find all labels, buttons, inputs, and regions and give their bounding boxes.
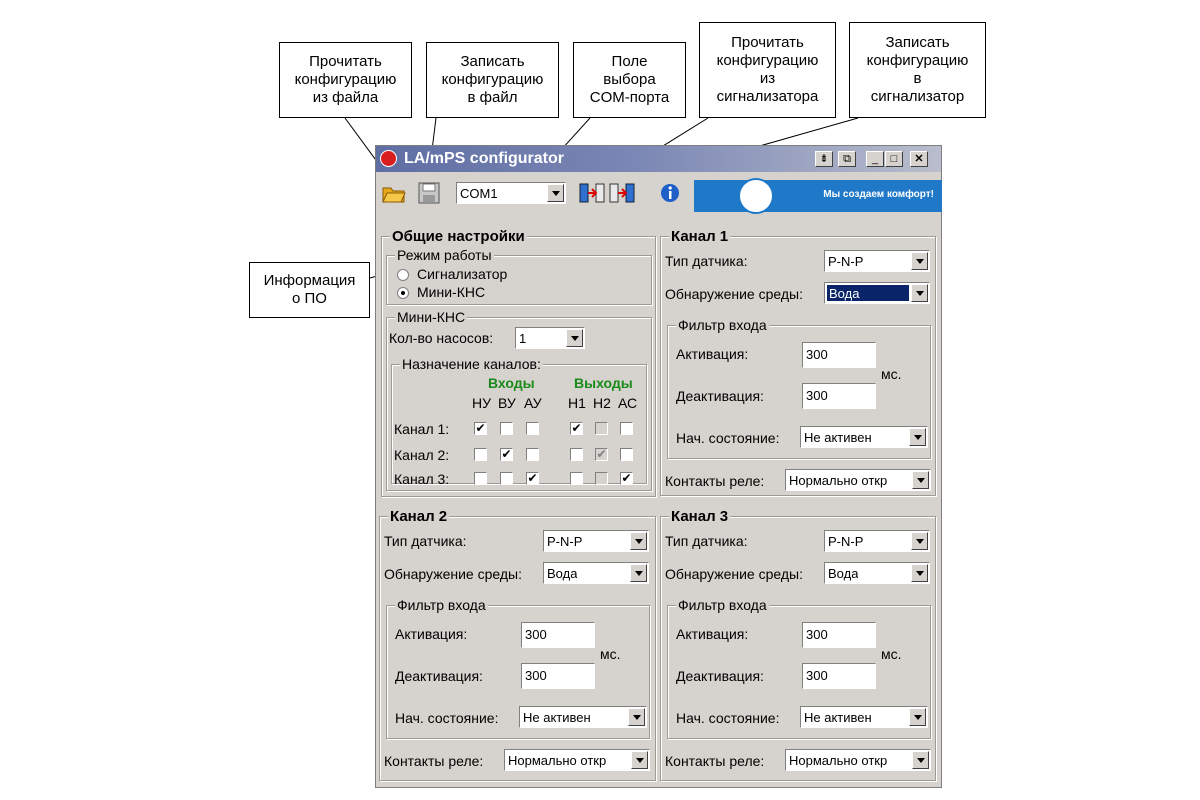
channel-2-sensor-value: P-N-P [547,534,583,549]
checkbox-ch1-au[interactable] [526,422,539,435]
channel-2-group [379,508,656,781]
checkbox-ch3-au[interactable]: ✔ [527,471,538,485]
channel-1-state-value: Не активен [804,430,872,445]
channel-3-activation-label: Активация: [676,626,749,642]
checkbox-ch2-vu[interactable]: ✔ [501,447,512,461]
channel-1-medium-select[interactable] [824,282,930,304]
col-vu: ВУ [498,395,516,411]
checkbox-ch2-nu[interactable] [474,448,487,461]
chevron-down-icon[interactable] [630,532,647,550]
callout-write-file-text: Записать конфигурацию в файл [441,53,544,106]
channel-1-medium-label: Обнаружение среды: [665,286,803,302]
channel-1-relay-select[interactable] [785,469,931,491]
checkbox-ch1-as[interactable] [620,422,633,435]
channel-3-deactivation-label: Деактивация: [676,668,764,684]
inputs-title: Входы [488,375,535,391]
checkbox-ch2-as[interactable] [620,448,633,461]
checkbox-ch2-n1[interactable] [570,448,583,461]
channel-3-deactivation-input[interactable] [802,663,876,689]
channel-1-group [660,228,936,496]
callout-read-device-text: Прочитать конфигурацию из сигнализатора [716,34,819,105]
window-title: LA/mPS configurator [404,150,565,167]
channel-1-relay-label: Контакты реле: [665,473,765,489]
channel-1-filter-title: Фильтр входа [678,317,767,333]
channel-3-unit: мс. [881,646,902,662]
checkbox-ch1-n2[interactable] [595,422,608,435]
checkbox-ch3-vu[interactable] [500,472,513,485]
title-bar [376,146,941,172]
outputs-title: Выходы [574,375,633,391]
channel-3-filter-group [667,597,931,739]
col-n1: Н1 [568,395,586,411]
callout-com-port-text: Поле выбора COM-порта [589,53,670,106]
channel-1-deactivation-value: 300 [806,388,828,403]
channel-3-filter-title: Фильтр входа [678,597,767,613]
company-logo-banner [694,180,942,212]
channel-3-sensor-value: P-N-P [828,534,864,549]
channel-1-activation-value: 300 [806,347,828,362]
channel-2-unit: мс. [600,646,621,662]
channel-1-sensor-label: Тип датчика: [665,253,748,269]
save-icon[interactable] [418,182,440,204]
chevron-down-icon[interactable] [631,751,648,769]
restore-icon-button[interactable]: ⧉ [838,151,856,167]
channel-2-deactivation-label: Деактивация: [395,668,483,684]
mini-kns-title: Мини-КНС [397,309,466,325]
chevron-down-icon[interactable] [566,329,583,347]
channel-2-activation-label: Активация: [395,626,468,642]
chevron-down-icon[interactable] [912,751,929,769]
chevron-down-icon[interactable] [630,564,647,582]
app-icon [380,150,397,167]
channel-1-state-select[interactable] [800,426,928,448]
channel-1-medium-value: Вода [827,285,909,301]
channel-2-sensor-label: Тип датчика: [384,533,467,549]
chevron-down-icon[interactable] [909,708,926,726]
channel-3-state-label: Нач. состояние: [676,710,780,726]
channel-2-activation-value: 300 [525,627,547,642]
channel-1-title: Канал 1 [671,228,729,245]
channel-assign-title: Назначение каналов: [402,356,541,372]
channel-3-relay-select[interactable] [785,749,931,771]
channel-2-activation-input[interactable] [521,622,595,648]
channel-assign-group [391,356,647,487]
col-n2: Н2 [593,395,611,411]
pumps-value: 1 [519,331,527,346]
mode-option-mini-kns: Мини-КНС [417,284,486,300]
com-port-select[interactable] [456,182,566,204]
main-window [375,145,942,788]
callout-write-device-text: Записать конфигурацию в сигнализатор [866,34,969,105]
col-as: АС [618,395,638,411]
channel-2-deactivation-value: 300 [525,668,547,683]
read-device-icon[interactable] [578,181,608,205]
channel-3-relay-label: Контакты реле: [665,753,765,769]
channel-1-state-label: Нач. состояние: [676,430,780,446]
checkbox-ch2-n2[interactable]: ✔ [596,447,607,461]
mode-radio-mini-kns[interactable] [397,287,409,299]
mode-radio-signalizer[interactable] [397,269,409,281]
channel-2-deactivation-input[interactable] [521,663,595,689]
callout-info-text: Информация о ПО [263,272,356,307]
minimize-button[interactable]: _ [866,151,884,167]
chevron-down-icon[interactable] [909,428,926,446]
open-folder-icon[interactable] [382,182,406,204]
channel-2-state-value: Не активен [523,710,591,725]
callout-read-file-text: Прочитать конфигурацию из файла [294,53,397,106]
channel-3-sensor-select[interactable] [824,530,930,552]
channel-2-medium-value: Вода [547,566,578,581]
checkbox-ch2-au[interactable] [526,448,539,461]
channel-1-filter-group [667,317,931,459]
col-nu: НУ [472,395,492,411]
checkbox-ch3-as[interactable]: ✔ [621,471,632,485]
channel-2-state-select[interactable] [519,706,647,728]
channel-2-relay-select[interactable] [504,749,650,771]
channel-2-medium-select[interactable] [543,562,649,584]
chevron-down-icon[interactable] [628,708,645,726]
channel-3-medium-value: Вода [828,566,859,581]
pumps-label: Кол-во насосов: [389,330,494,346]
info-icon[interactable] [660,183,680,203]
channel-1-deactivation-input[interactable] [802,383,876,409]
col-au: АУ [524,395,542,411]
mode-option-signalizer: Сигнализатор [417,266,508,282]
maximize-button[interactable]: □ [885,151,903,167]
checkbox-ch3-nu[interactable] [474,472,487,485]
close-button[interactable]: ✕ [910,151,928,167]
chevron-down-icon[interactable] [912,471,929,489]
channel-1-activation-input[interactable] [802,342,876,368]
channel-2-filter-title: Фильтр входа [397,597,486,613]
checkbox-ch3-n1[interactable] [570,472,583,485]
general-settings-group [381,228,656,497]
channel-3-state-value: Не активен [804,710,872,725]
write-device-icon[interactable] [608,181,638,205]
channel-3-relay-value: Нормально откр [789,753,888,768]
logo-slogan: Мы создаем комфорт! [823,189,934,200]
channel-1-sensor-value: P-N-P [828,254,864,269]
channel-2-filter-group [386,597,650,739]
channel-3-group [660,508,936,781]
com-port-value: COM1 [460,186,498,201]
channel-3-state-select[interactable] [800,706,928,728]
checkbox-ch1-vu[interactable] [500,422,513,435]
channel-3-title: Канал 3 [671,508,729,525]
general-settings-title: Общие настройки [392,228,525,245]
channel-3-activation-value: 300 [806,627,828,642]
pumps-select[interactable] [515,327,585,349]
channel-2-relay-label: Контакты реле: [384,753,484,769]
channel-1-sensor-select[interactable] [824,250,930,272]
mode-title: Режим работы [397,247,492,263]
checkbox-ch1-nu[interactable]: ✔ [475,421,486,435]
channel-1-activation-label: Активация: [676,346,749,362]
row-label-channel-3: Канал 3: [394,471,450,487]
channel-2-state-label: Нач. состояние: [395,710,499,726]
company-logo-icon [738,178,774,214]
channel-2-title: Канал 2 [390,508,448,525]
channel-1-deactivation-label: Деактивация: [676,388,764,404]
channel-1-unit: мс. [881,366,902,382]
chevron-down-icon[interactable] [911,532,928,550]
chevron-down-icon[interactable] [911,252,928,270]
mini-kns-group [386,309,652,491]
channel-2-medium-label: Обнаружение среды: [384,566,522,582]
channel-2-relay-value: Нормально откр [508,753,607,768]
chevron-down-icon[interactable] [911,564,928,582]
checkbox-ch1-n1[interactable]: ✔ [571,421,582,435]
channel-3-sensor-label: Тип датчика: [665,533,748,549]
checkbox-ch3-n2[interactable] [595,472,608,485]
chevron-down-icon[interactable] [911,284,928,302]
row-label-channel-1: Канал 1: [394,421,450,437]
channel-3-deactivation-value: 300 [806,668,828,683]
channel-1-relay-value: Нормально откр [789,473,888,488]
pin-button[interactable]: ⇟ [815,151,833,167]
toolbar [376,172,941,214]
channel-3-medium-select[interactable] [824,562,930,584]
channel-3-activation-input[interactable] [802,622,876,648]
channel-3-medium-label: Обнаружение среды: [665,566,803,582]
chevron-down-icon[interactable] [547,184,564,202]
row-label-channel-2: Канал 2: [394,447,450,463]
channel-2-sensor-select[interactable] [543,530,649,552]
mode-group [386,247,652,305]
